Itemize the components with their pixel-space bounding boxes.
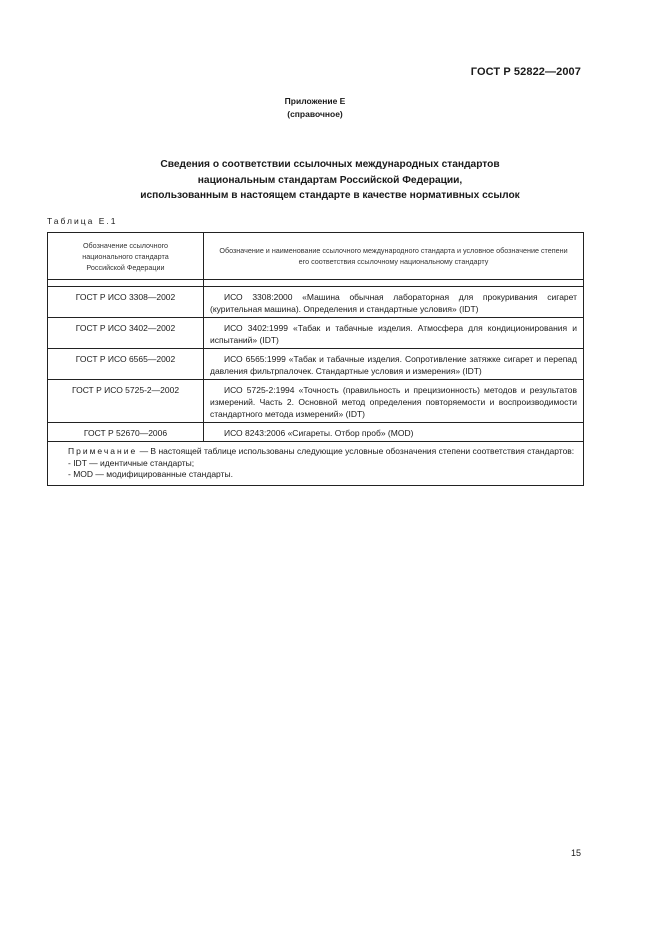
appendix-kind: (справочное) [287,109,343,119]
international-standard-desc: ИСО 3402:1999 «Табак и табачные изделия. Атмосфера для кондиционирования и испытаний» (IDT) [204,318,584,349]
table-row [48,318,584,349]
spacer-cell [204,280,584,287]
national-standard-code: ГОСТ Р ИСО 6565—2002 [48,349,204,380]
appendix-name: Приложение Е [284,96,346,106]
title-line-3: использованным в настоящем стандарте в качестве нормативных ссылок [140,190,520,201]
header-international-standard [204,233,584,280]
header-national-standard [48,233,204,280]
header-national-standard-text: Обозначение ссылочного национального стандарта Российской Федерации [82,240,169,272]
note-text: — В настоящей таблице использованы следующие условные обозначения степени соответствия стандартов: [137,446,575,456]
note-item-mod: - MOD — модифицированные стандарты. [68,469,233,479]
table-label: Таблица Е.1 [47,216,118,226]
reference-standards-table [47,232,584,486]
national-standard-code: ГОСТ Р 52670—2006 [48,423,204,442]
table-row [48,423,584,442]
table-spacer-row [48,280,584,287]
national-standard-code: ГОСТ Р ИСО 3402—2002 [48,318,204,349]
title-line-2: национальным стандартам Российской Федерации, [197,174,463,186]
note-item-idt: - IDT — идентичные стандарты; [68,457,195,468]
national-standard-code: ГОСТ Р ИСО 3308—2002 [48,287,204,318]
table-row [48,287,584,318]
international-standard-desc: ИСО 6565:1999 «Табак и табачные изделия. Сопротивление затяжке сигарет и перепад давления фильтрпалочек. Стандартные условия и измерения» (IDT) [204,349,584,380]
section-title [40,157,620,204]
international-standard-desc: ИСО 8243:2006 «Сигареты. Отбор проб» (MOD) [204,423,584,442]
appendix-heading [0,95,630,121]
table-header-row [48,233,584,280]
page-number: 15 [570,848,581,858]
international-standard-desc: ИСО 3308:2000 «Машина обычная лабораторная для прокуривания сигарет (курительная машина). Определения и стандартные условия» (IDT) [204,287,584,318]
international-standard-desc: ИСО 5725-2:1994 «Точность (правильность и прецизионность) методов и результатов измерений. Часть 2. Основной метод определения повторяемости и воспроизводимости стандартного метода измерений» (IDT) [204,380,584,423]
note-intro [54,446,577,458]
table-note-row [48,442,584,486]
table-row [48,349,584,380]
note-heading: Примечание [68,446,138,456]
table-row [48,380,584,423]
header-international-standard-text: Обозначение и наименование ссылочного международного стандарта и условное обозначение степени его соответствия ссылочному национальному стандарту [219,246,568,266]
national-standard-code: ГОСТ Р ИСО 5725-2—2002 [48,380,204,423]
spacer-cell [48,280,204,287]
title-line-1: Сведения о соответствии ссылочных международных стандартов [160,159,500,170]
table-note [48,442,584,486]
document-code: ГОСТ Р 52822—2007 [470,66,581,78]
